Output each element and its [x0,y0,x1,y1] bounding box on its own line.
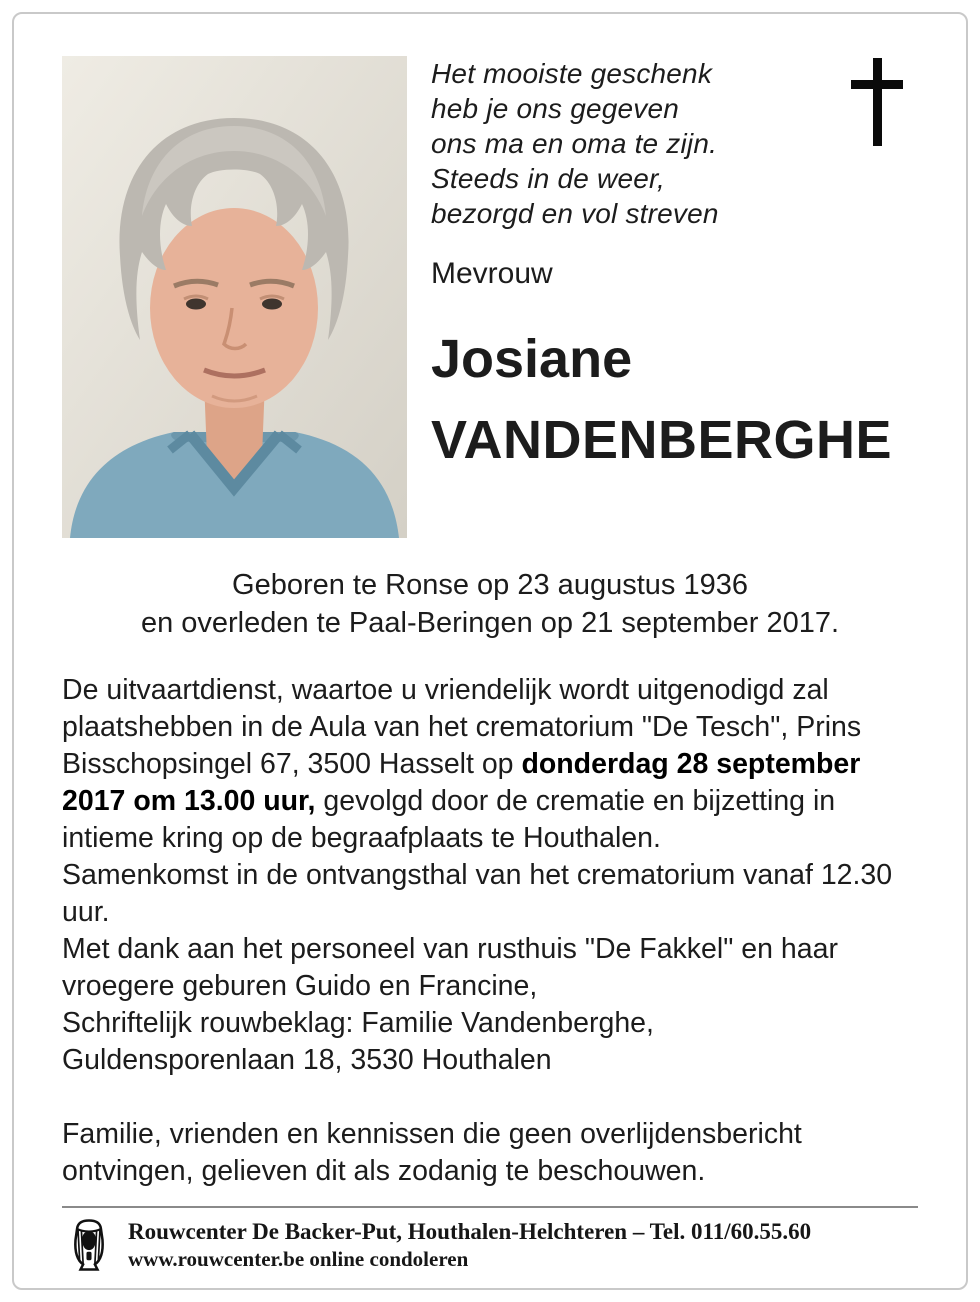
header-section [62,56,918,538]
announcement-body [62,672,918,1190]
death-line: en overleden te Paal-Beringen op 21 september 2017. [140,607,840,639]
pharaoh-logo-glyph [62,1216,116,1274]
poem-line: Steeds in de weer, [431,163,665,194]
birth-death-dates [62,566,918,642]
portrait-illustration [62,56,407,538]
condolence-address-line: Guldensporenlaan 18, 3530 Houthalen [62,1044,552,1076]
poem-line: heb je ons gegeven [431,93,680,124]
gathering-line: Samenkomst in de ontvangsthal van het crematorium vanaf 12.30 uur. [62,859,893,928]
footer-divider [62,1206,918,1208]
salutation: Mevrouw [431,257,553,290]
poem-line: bezorgd en vol streven [431,198,719,229]
condolence-label-line: Schriftelijk rouwbeklag: Familie Vandenberghe, [62,1007,654,1039]
footer [62,1206,918,1274]
footer-row [62,1216,918,1274]
website-info: www.rouwcenter.be online condoleren [128,1247,469,1271]
funeral-paragraph [62,672,918,857]
header-text-column [407,56,918,538]
cross-glyph [848,58,906,146]
cross-icon [848,58,906,146]
poem-line: ons ma en oma te zijn. [431,128,718,159]
funeral-datetime: donderdag 28 september 2017 om 13.00 uur, [62,748,861,817]
poem-line: Het mooiste geschenk [431,58,713,89]
funeral-outro: gevolgd door de crematie en bijzetting in intieme kring op de begraafplaats te Houthalen. [62,785,836,854]
portrait-photo [62,56,407,538]
notice-paragraph: Familie, vrienden en kennissen die geen overlijdensbericht ontvingen, gelieven dit als zodanig te beschouwen. [62,1118,802,1187]
memorial-card [12,12,968,1290]
deceased-last-name: VANDENBERGHE [431,409,893,470]
pharaoh-logo-icon [62,1216,116,1274]
thanks-line: Met dank aan het personeel van rusthuis "De Fakkel" en haar vroegere geburen Guido en Francine, [62,933,838,1002]
poem [431,56,918,231]
footer-text [128,1218,811,1272]
deceased-first-name: Josiane [431,329,633,389]
birth-line: Geboren te Ronse op 23 augustus 1936 [232,569,748,601]
funeral-intro: De uitvaartdienst, waartoe u vriendelijk wordt uitgenodigd zal plaatshebben in de Aula van het crematorium "De Tesch", Prins Bisschopsingel 67, 3500 Hasselt op [62,674,862,780]
funeral-home-info: Rouwcenter De Backer-Put, Houthalen-Helchteren – Tel. 011/60.55.60 [128,1219,812,1244]
